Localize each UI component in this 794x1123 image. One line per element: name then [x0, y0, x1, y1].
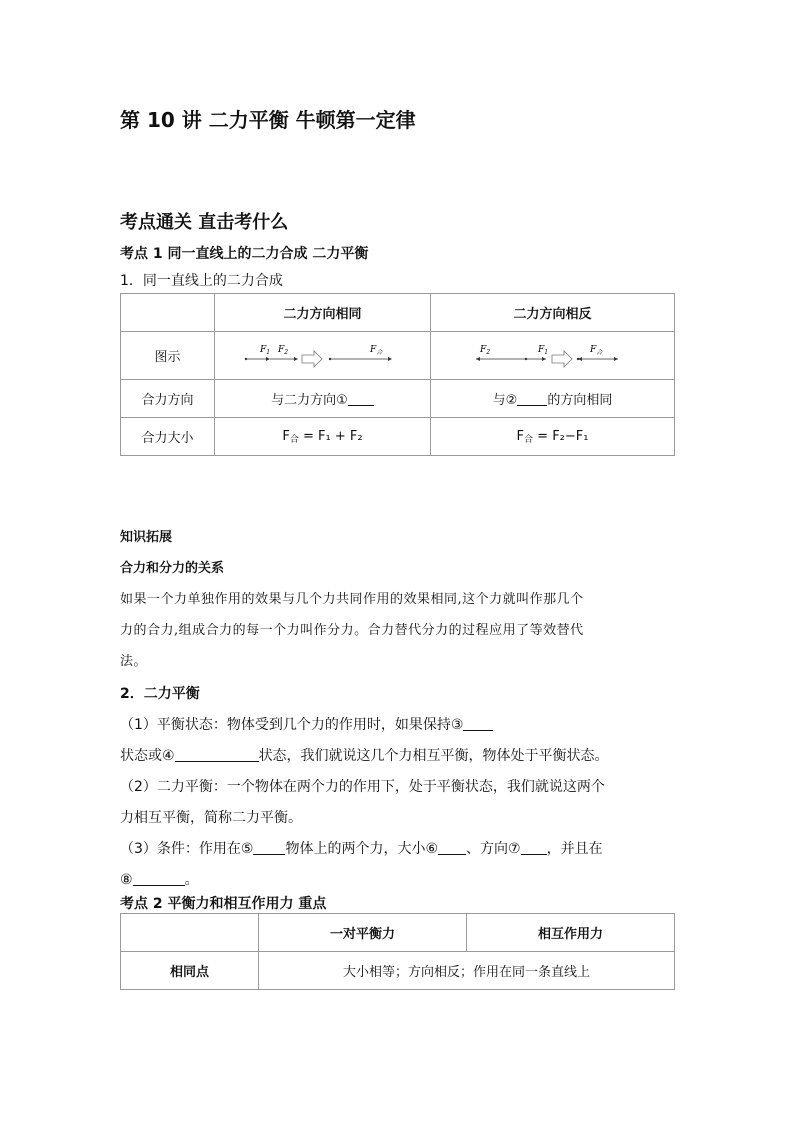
balance-p1-line2: 状态或④ 状态，我们就说这几个力相互平衡，物体处于平衡状态。 — [120, 748, 609, 764]
same-direction-diagram — [238, 339, 408, 369]
label-f2: $F_2$ — [277, 344, 288, 356]
equivalence-arrow-icon — [552, 351, 572, 367]
extension-line-2: 力的合力,组成合力的每一个力叫作分力。合力替代分力的过程应用了等效替代 — [120, 623, 584, 638]
balance-p2-line1: （2）二力平衡：一个物体在两个力的作用下，处于平衡状态，我们就说这两个 — [120, 779, 605, 795]
cell-same-direction: 与二力方向① — [215, 380, 431, 418]
page-title: 第 10 讲 二力平衡 牛顿第一定律 — [120, 108, 416, 132]
label-opp-fr: $F_合$ — [589, 344, 602, 356]
balance-heading: 2．二力平衡 — [120, 686, 200, 702]
blank-8 — [133, 873, 185, 886]
extension-heading: 知识拓展 — [120, 530, 173, 545]
extension-subheading: 合力和分力的关系 — [120, 561, 225, 576]
blank-2 — [517, 393, 547, 406]
extension-line-1: 如果一个力单独作用的效果与几个力共同作用的效果相同,这个力就叫作那几个 — [120, 592, 584, 607]
kaodian2-heading: 考点 2 平衡力和相互作用力 重点 — [120, 896, 327, 912]
diagram-same-direction — [215, 332, 431, 380]
table1-col-opposite: 二力方向相反 — [431, 294, 675, 332]
blank-6 — [438, 842, 466, 855]
cell-opposite-magnitude: F合 = F₂−F₁ — [431, 418, 675, 456]
label-opp-f1: $F_1$ — [537, 344, 548, 356]
table1-corner — [121, 294, 215, 332]
extension-line-3: 法。 — [120, 654, 148, 669]
label-fr: $F_合$ — [369, 344, 382, 356]
cell-similarity: 大小相等；方向相反；作用在同一条直线上 — [259, 952, 675, 990]
label-f1: $F_1$ — [259, 344, 270, 356]
blank-1 — [348, 393, 374, 406]
equivalence-arrow-icon — [302, 351, 322, 367]
label-opp-f2: $F_2$ — [479, 344, 490, 356]
opposite-direction-diagram — [468, 339, 638, 369]
cell-opposite-direction: 与② 的方向相同 — [431, 380, 675, 418]
row-label-similarity: 相同点 — [121, 952, 259, 990]
force-composition-table — [120, 293, 675, 456]
item1-heading: 1．同一直线上的二力合成 — [120, 273, 283, 289]
table2-corner — [121, 914, 259, 952]
table2-col-interaction: 相互作用力 — [467, 914, 675, 952]
blank-3 — [463, 718, 493, 731]
kaodian1-heading: 考点 1 同一直线上的二力合成 二力平衡 — [120, 246, 369, 262]
balance-p3-line1: （3）条件：作用在⑤ 物体上的两个力，大小⑥ 、方向⑦ ，并且在 — [120, 841, 603, 857]
balance-p3-line2: ⑧ 。 — [120, 872, 199, 888]
table2-col-balance: 一对平衡力 — [259, 914, 467, 952]
table1-col-same: 二力方向相同 — [215, 294, 431, 332]
balance-p2-line2: 力相互平衡，简称二力平衡。 — [120, 810, 302, 826]
blank-4 — [175, 749, 259, 762]
row-label-magnitude: 合力大小 — [121, 418, 215, 456]
balance-p1-line1: （1）平衡状态：物体受到几个力的作用时，如果保持③ — [120, 714, 493, 734]
balance-vs-interaction-table — [120, 913, 675, 990]
blank-5 — [253, 842, 285, 855]
diagram-opposite-direction — [431, 332, 675, 380]
cell-same-magnitude: F合 = F₁ + F₂ — [215, 418, 431, 456]
row-label-direction: 合力方向 — [121, 380, 215, 418]
section-heading: 考点通关 直击考什么 — [120, 212, 289, 233]
blank-7 — [521, 842, 547, 855]
row-label-diagram: 图示 — [121, 332, 215, 380]
